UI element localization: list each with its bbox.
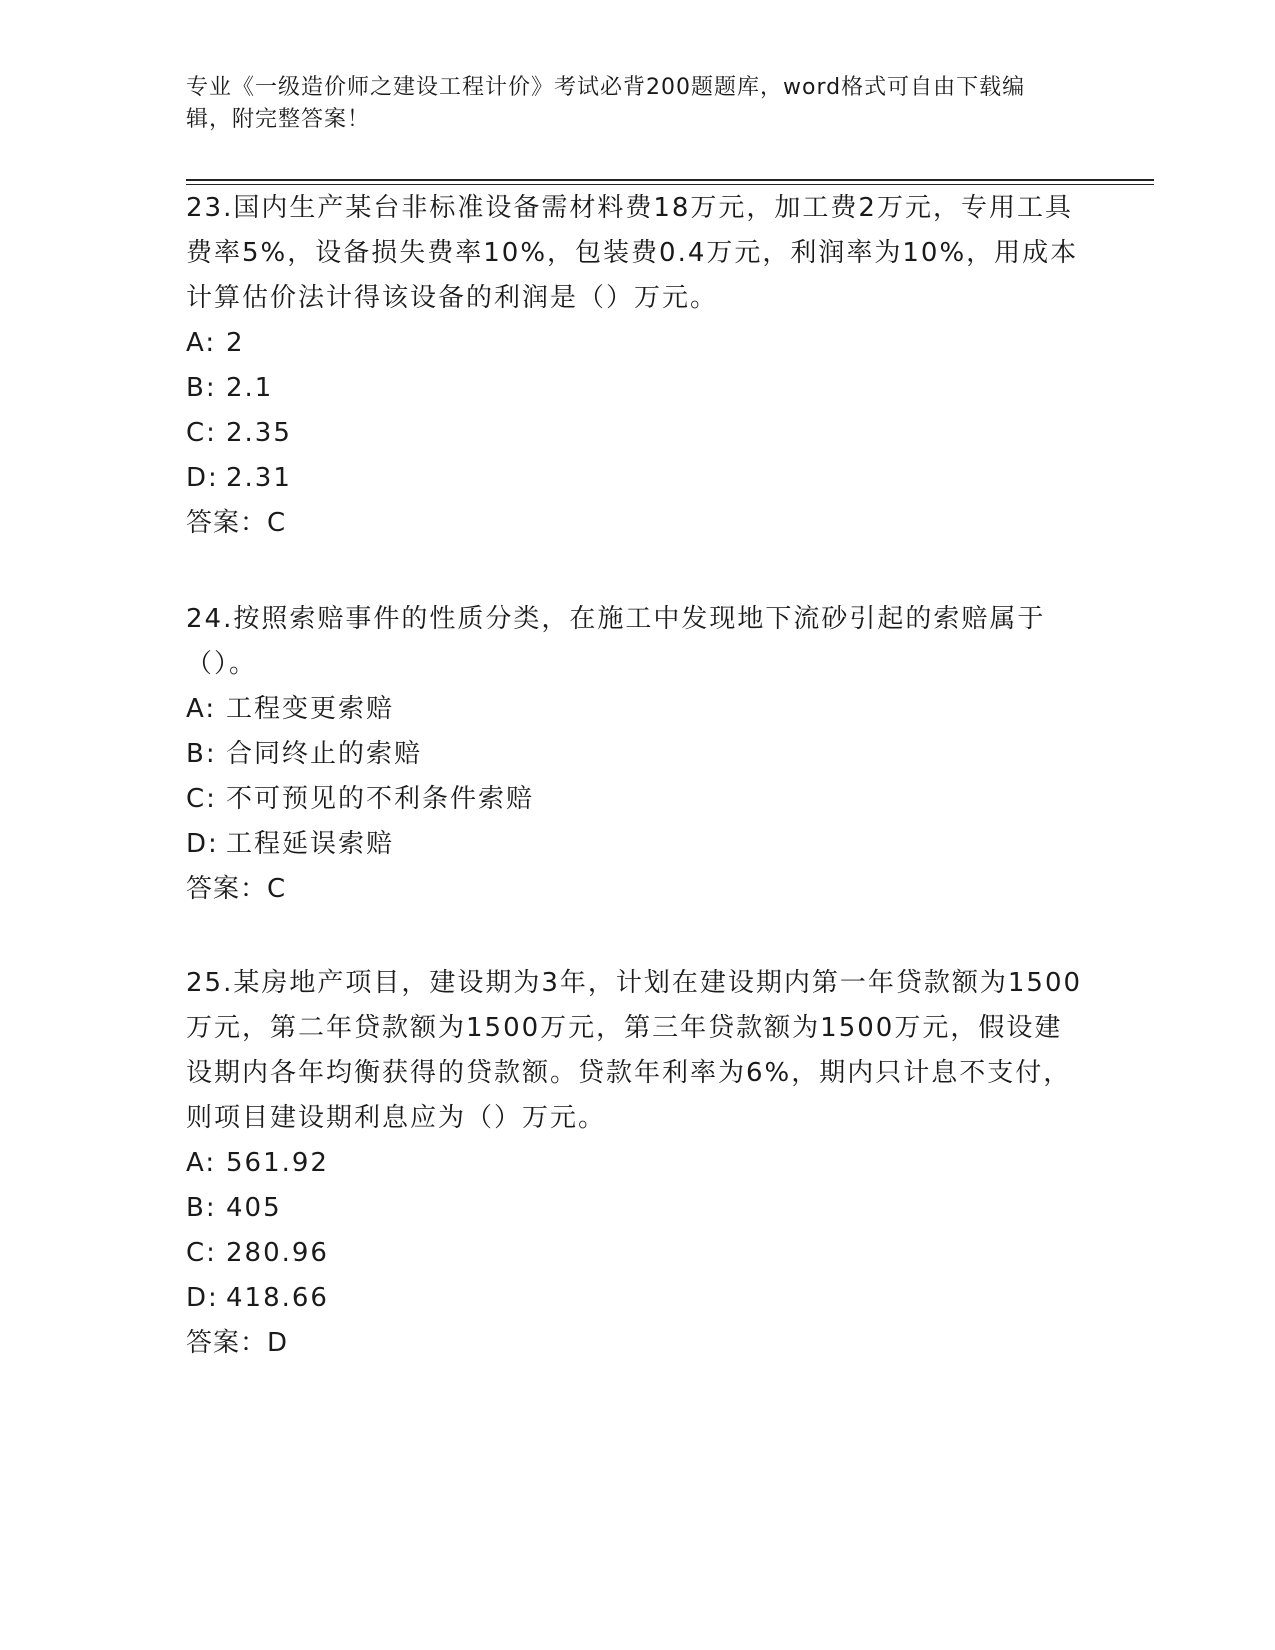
- option-text: 合同终止的索赔: [226, 739, 423, 769]
- option-letter: B:: [186, 373, 217, 403]
- option-text: 2.35: [226, 418, 292, 448]
- option-text: 418.66: [226, 1283, 329, 1313]
- option-text: 工程变更索赔: [226, 694, 395, 724]
- document-header: 专业《一级造价师之建设工程计价》考试必背200题题库，word格式可自由下载编辑，附完整答案！: [186, 75, 1026, 132]
- question-23: [186, 186, 1086, 546]
- option-letter: A:: [186, 1148, 217, 1178]
- option-letter: C:: [186, 784, 217, 814]
- option-b: [186, 732, 1086, 777]
- answer-line: 答案：C: [186, 874, 287, 904]
- question-25: [186, 961, 1086, 1366]
- option-d: [186, 1276, 1086, 1321]
- option-d: [186, 822, 1086, 867]
- option-letter: C:: [186, 418, 217, 448]
- option-text: 2.31: [226, 463, 292, 493]
- option-letter: C:: [186, 1238, 217, 1268]
- option-text: 405: [226, 1193, 282, 1223]
- option-text: 2.1: [226, 373, 274, 403]
- option-a: [186, 321, 1086, 366]
- option-letter: A:: [186, 694, 217, 724]
- option-c: [186, 1231, 1086, 1276]
- option-letter: D:: [186, 829, 219, 859]
- option-text: 561.92: [226, 1148, 329, 1178]
- option-b: [186, 1186, 1086, 1231]
- header-divider: [186, 179, 1154, 185]
- question-24: [186, 597, 1086, 912]
- option-c: [186, 411, 1086, 456]
- option-letter: D:: [186, 1283, 219, 1313]
- question-stem: 23.国内生产某台非标准设备需材料费18万元，加工费2万元，专用工具费率5%，设备损失费率10%，包装费0.4万元，利润率为10%，用成本计算估价法计得该设备的利润是（）万元。: [186, 193, 1079, 313]
- option-text: 2: [226, 328, 245, 358]
- option-d: [186, 456, 1086, 501]
- option-text: 280.96: [226, 1238, 329, 1268]
- option-b: [186, 366, 1086, 411]
- option-text: 工程延误索赔: [226, 829, 395, 859]
- option-a: [186, 1141, 1086, 1186]
- question-stem: 24.按照索赔事件的性质分类，在施工中发现地下流砂引起的索赔属于（）。: [186, 604, 1046, 679]
- option-a: [186, 687, 1086, 732]
- answer-line: 答案：D: [186, 1328, 289, 1358]
- option-letter: A:: [186, 328, 217, 358]
- question-stem: 25.某房地产项目，建设期为3年，计划在建设期内第一年贷款额为1500万元，第二年贷款额为1500万元，第三年贷款额为1500万元，假设建设期内各年均衡获得的贷款额。贷款年利率为6%，期内只计息不支付，则项目建设期利息应为（）万元。: [186, 968, 1083, 1133]
- option-letter: B:: [186, 1193, 217, 1223]
- option-letter: D:: [186, 463, 219, 493]
- option-text: 不可预见的不利条件索赔: [226, 784, 535, 814]
- option-c: [186, 777, 1086, 822]
- answer-line: 答案：C: [186, 508, 287, 538]
- option-letter: B:: [186, 739, 217, 769]
